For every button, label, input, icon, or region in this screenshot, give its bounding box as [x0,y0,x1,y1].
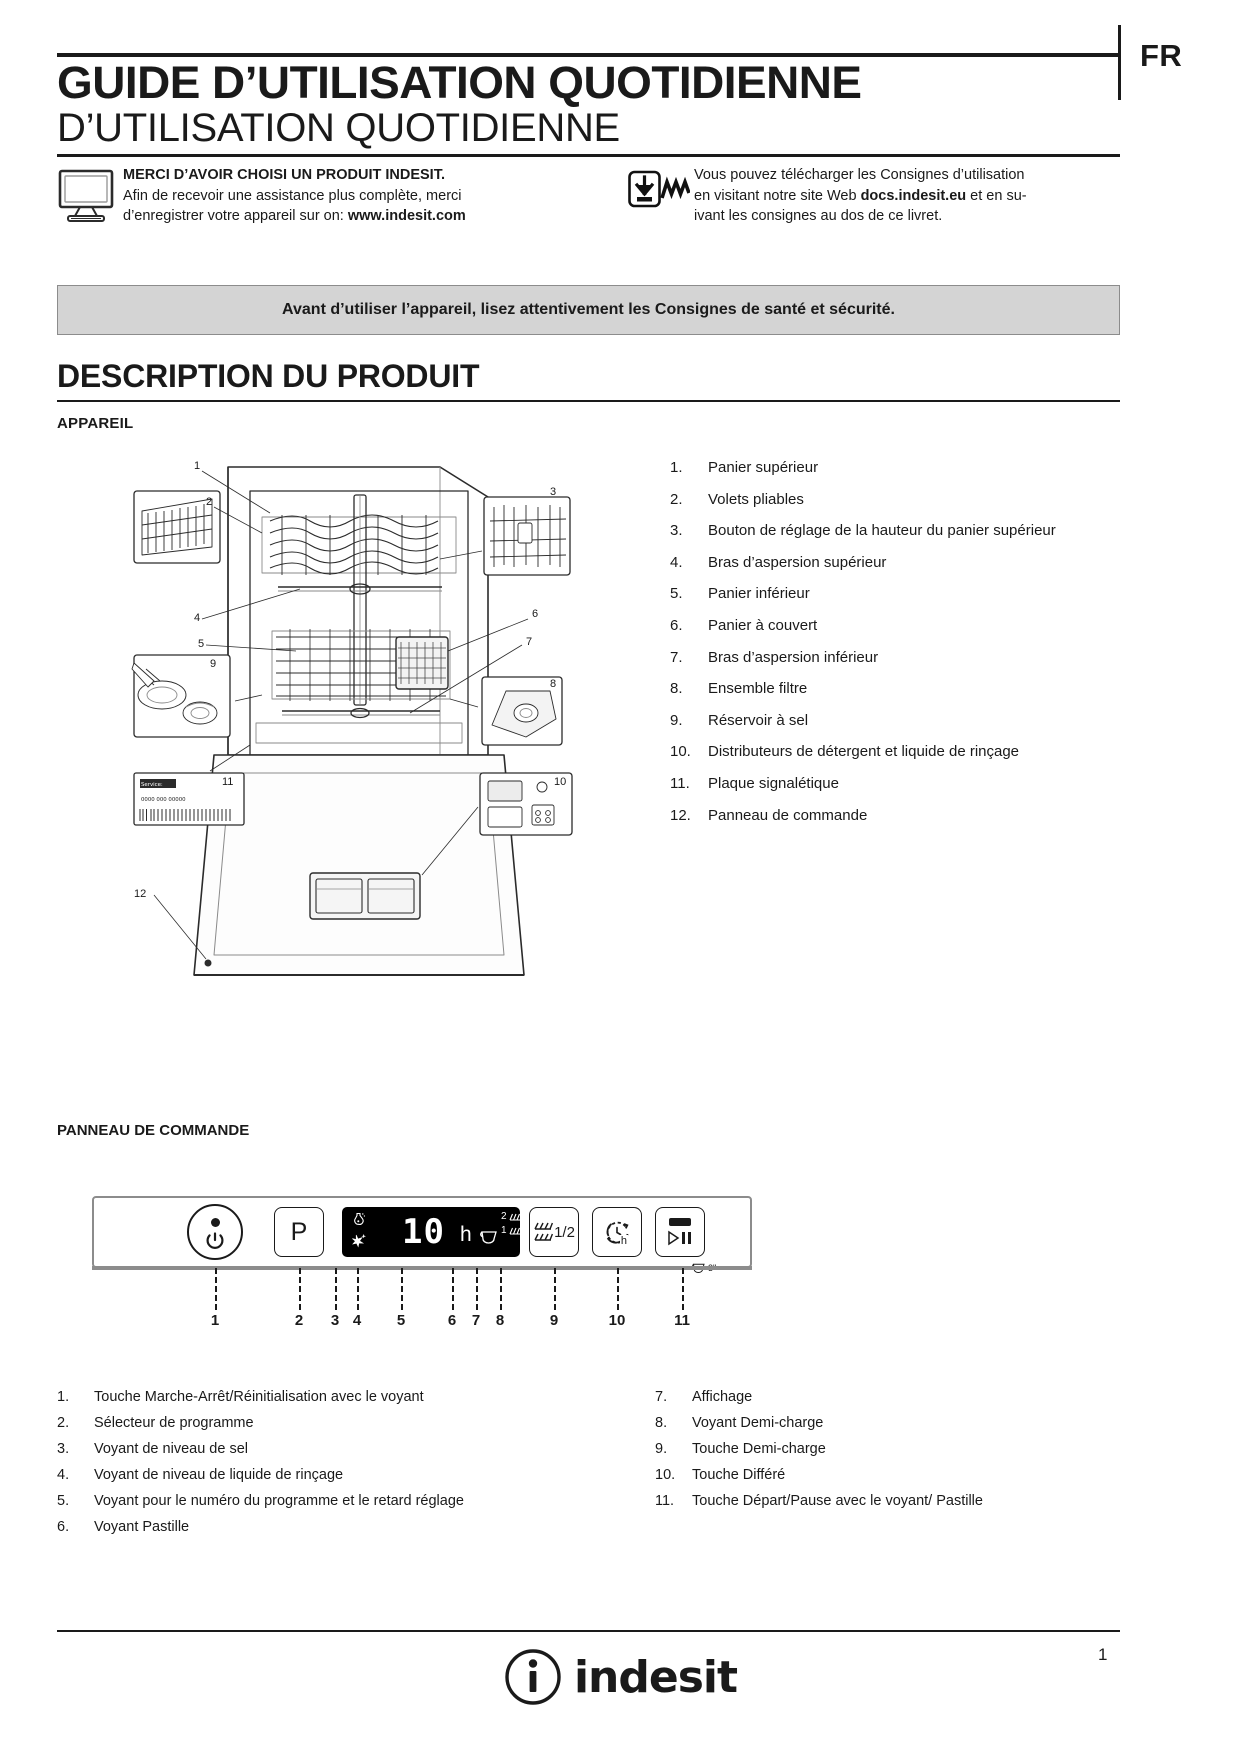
intro-download-block [628,165,1123,227]
cp-callout-8: 8 [495,1312,505,1329]
part-label: Bras d’aspersion inférieur [708,648,879,666]
control-panel-figure [92,1196,752,1268]
legend-column-right [655,1390,1135,1520]
part-label: Bouton de réglage de la hauteur du panier supérieur [708,522,1056,540]
list-item [655,1494,1135,1509]
rating-plate-code: 0000 000 00000 [141,797,186,803]
part-number: 5. [670,585,683,603]
power-indicator-led [211,1218,220,1227]
list-item [670,713,1140,728]
legend-label: Touche Différé [692,1467,786,1483]
rating-plate-service-label: Service: [141,782,163,788]
safety-banner-text: Avant d’utiliser l’appareil, lisez attentivement les Consignes de santé et sécurité. [282,301,895,318]
legend-label: Voyant de niveau de sel [94,1441,248,1457]
rinse-aid-indicator-icon [350,1232,367,1254]
legend-label: Voyant pour le numéro du programme et le retard réglage [94,1493,464,1509]
part-label: Panier supérieur [708,459,819,476]
list-item [670,460,1140,475]
part-number: 8. [670,680,683,698]
list-item [670,523,1140,538]
legend-number: 6. [57,1519,70,1535]
legend-column-left [57,1390,587,1546]
legend-number: 4. [57,1467,70,1483]
delay-hour-label: h [620,1235,627,1247]
language-tag: FR [1140,38,1183,73]
part-label: Panneau de commande [708,806,868,824]
part-number: 10. [670,743,691,761]
cp-callout-11: 11 [674,1312,690,1329]
safety-banner [57,285,1120,335]
part-label: Ensemble filtre [708,680,808,698]
part-label: Plaque signalétique [708,774,839,792]
diagram-callout-4: 4 [194,612,201,624]
cp-callout-10: 10 [608,1312,626,1329]
legend-label: Voyant de niveau de liquide de rinçage [94,1467,344,1483]
section-subtitle: APPAREIL [57,415,134,432]
monitor-icon [57,165,123,229]
display-hour-unit: h [460,1223,472,1246]
legend-number: 3. [57,1441,70,1457]
part-label: Volets pliables [708,490,804,508]
legend-number: 1. [57,1389,70,1405]
list-item [57,1390,587,1405]
page-subtitle: D’UTILISATION QUOTIDIENNE [57,106,620,150]
part-number: 11. [670,774,690,792]
legend-number: 10. [655,1467,676,1483]
rack-bottom-label: 1 [501,1225,507,1236]
part-number: 3. [670,522,683,540]
legend-label: Touche Demi-charge [692,1441,826,1457]
page-number: 1 [1098,1645,1108,1664]
rack-zone-indicator-icon [501,1212,523,1236]
legend-label: Sélecteur de programme [94,1415,254,1431]
part-number: 4. [670,553,683,571]
cp-callout-4: 4 [352,1312,362,1329]
page-title: GUIDE D’UTILISATION QUOTIDIENNE [57,57,862,108]
intro-register-block [57,165,567,229]
diagram-callout-6: 6 [532,608,539,620]
half-load-icon [533,1221,575,1243]
legend-label: Affichage [692,1389,753,1405]
power-icon [204,1230,226,1252]
list-item [57,1442,587,1457]
cp-callout-3: 3 [330,1312,340,1329]
brand-footer [0,1648,1241,1711]
section-title: DESCRIPTION DU PRODUIT [57,358,480,394]
diagram-callout-3: 3 [550,486,557,498]
diagram-callout-9: 9 [210,658,217,670]
list-item [670,808,1140,823]
tablet-indicator-icon [477,1229,499,1250]
diagram-callout-10: 10 [554,776,567,788]
legend-number: 11. [655,1493,675,1509]
list-item [670,650,1140,665]
cp-callout-2: 2 [294,1312,304,1329]
diagram-callout-11: 11 [222,776,234,788]
section-rule [57,400,1120,402]
start-pause-button[interactable] [655,1207,705,1257]
list-item [670,744,1140,759]
part-number: 9. [670,711,683,729]
rack-top-label: 2 [501,1211,507,1222]
part-label: Panier inférieur [708,585,810,603]
legend-number: 9. [655,1441,668,1457]
program-button-label: P [290,1217,308,1246]
list-item [57,1520,587,1535]
list-item [670,492,1140,507]
diagram-callout-2: 2 [206,496,213,508]
indesit-website-link[interactable]: www.indesit.com [347,208,466,225]
header-divider [1118,25,1121,100]
legend-label: Voyant Pastille [94,1519,190,1535]
part-number: 6. [670,616,683,634]
list-item [57,1494,587,1509]
intro-right-line2 [694,186,1123,207]
list-item [57,1416,587,1431]
intro-right-line2-prefix: en visitant notre site Web [694,187,861,204]
legend-label: Touche Départ/Pause avec le voyant/ Pastille [692,1493,983,1509]
list-item [670,681,1140,696]
program-select-button[interactable] [274,1207,324,1257]
control-panel-callouts [92,1268,752,1338]
salt-indicator-icon [350,1211,367,1233]
cp-callout-1: 1 [210,1312,220,1329]
legend-number: 8. [655,1415,668,1431]
delay-clock-icon [603,1218,631,1246]
list-item [655,1416,1135,1431]
footer-rule [57,1630,1120,1632]
part-label: Réservoir à sel [708,711,809,729]
part-number: 7. [670,648,683,666]
intro-right-line1: Vous pouvez télécharger les Consignes d’utilisation [694,167,1025,183]
docs-website-link[interactable]: docs.indesit.eu [860,187,967,204]
delay-start-button[interactable] [592,1207,642,1257]
cp-callout-6: 6 [447,1312,457,1329]
appliance-diagram [110,455,610,1075]
part-number: 12. [670,806,691,824]
list-item [57,1468,587,1483]
cp-callout-7: 7 [471,1312,481,1329]
download-www-icon [628,165,694,217]
intro-right-line2-suffix: et en su- [966,187,1027,204]
cp-callout-9: 9 [549,1312,559,1329]
intro-left-line2-prefix: d’enregistrer votre appareil sur on: [123,208,348,225]
intro-left-line2 [123,206,567,227]
part-number: 1. [670,459,683,476]
cp-callout-5: 5 [396,1312,406,1329]
parts-list [670,460,1140,839]
display-value: 10 [402,1212,445,1252]
list-item [670,586,1140,601]
legend-label: Touche Marche-Arrêt/Réinitialisation avec le voyant [94,1389,424,1405]
intro-left-heading: MERCI D’AVOIR CHOISI UN PRODUIT INDESIT. [123,167,445,183]
intro-left-line1: Afin de recevoir une assistance plus complète, merci [123,187,462,204]
half-load-button[interactable] [529,1207,579,1257]
diagram-callout-12: 12 [134,888,147,900]
brand-name: indesit [573,1651,738,1703]
part-label: Distributeurs de détergent et liquide de rinçage [708,743,1020,761]
part-label: Bras d’aspersion supérieur [708,553,887,571]
list-item [670,555,1140,570]
list-item [670,618,1140,633]
part-label: Panier à couvert [708,616,818,634]
diagram-callout-8: 8 [550,678,557,690]
half-load-label: 1/2 [554,1223,575,1241]
legend-number: 2. [57,1415,70,1431]
control-panel-title: PANNEAU DE COMMANDE [57,1122,250,1139]
list-item [670,776,1140,791]
diagram-callout-7: 7 [526,636,533,648]
indesit-logo-icon [504,1648,562,1706]
list-item [655,1390,1135,1405]
start-pause-led [669,1218,691,1226]
start-pause-icon [665,1218,695,1246]
list-item [655,1468,1135,1483]
legend-number: 5. [57,1493,70,1509]
diagram-callout-1: 1 [194,460,201,472]
display-panel [342,1207,520,1257]
legend-label: Voyant Demi-charge [692,1415,824,1431]
header-bottom-rule [57,154,1120,157]
legend-number: 7. [655,1389,668,1405]
power-button[interactable] [187,1204,243,1260]
part-number: 2. [670,490,683,508]
diagram-callout-5: 5 [198,638,205,650]
list-item [655,1442,1135,1457]
intro-right-line3: ivant les consignes au dos de ce livret. [694,208,943,225]
